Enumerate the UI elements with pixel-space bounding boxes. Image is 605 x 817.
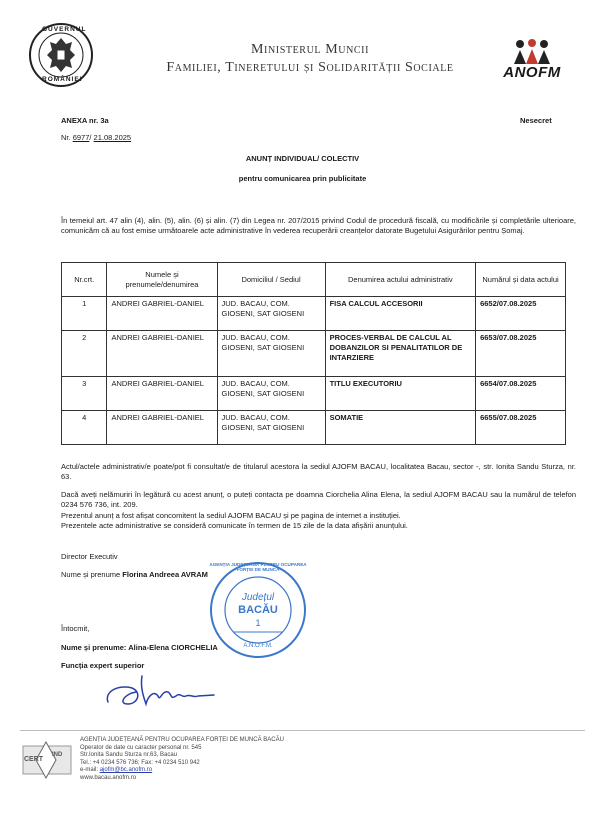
preparer-name: Alina-Elena CIORCHELIA: [128, 643, 218, 652]
cell-act: TITLU EXECUTORIU: [325, 377, 475, 411]
classification: Nesecret: [520, 116, 552, 125]
anofm-logo: [496, 38, 568, 82]
handwritten-signature: [102, 668, 222, 712]
director-name: Florina Andreea AVRAM: [122, 570, 208, 579]
seal-text-bottom: ROMÂNIEI: [42, 76, 83, 83]
th-address: Domiciliul / Sediul: [217, 263, 325, 297]
table-row: [62, 331, 566, 377]
document-subtitle: pentru comunicarea prin publicitate: [238, 174, 367, 183]
ministry-line2: Familiei, Tineretului și Solidarității Sociale: [166, 60, 454, 75]
seal-text-top: GUVERNUL: [42, 26, 87, 33]
deadline-paragraph: Prezentele acte administrative se consideră comunicate în termen de 15 zile de la data afișării anunțului.: [61, 521, 408, 530]
acts-table: [61, 262, 566, 445]
footer-agency: AGENȚIA JUDEȚEANĂ PENTRU OCUPAREA FORȚEI DE MUNCĂ BACĂU: [80, 737, 284, 743]
number-prefix: Nr.: [61, 133, 71, 142]
cert-logo: [22, 740, 72, 780]
footer-email-label: e-mail:: [80, 767, 99, 773]
document-title: ANUNȚ INDIVIDUAL/ COLECTIV: [245, 154, 360, 163]
cell-address: JUD. BACAU, COM. GIOSENI, SAT GIOSENI: [217, 377, 325, 411]
annex-label: ANEXA nr. 3a: [61, 116, 109, 125]
th-number-date: Numărul și data actului: [476, 263, 566, 297]
cell-act: FISA CALCUL ACCESORII: [325, 297, 475, 331]
cell-nr: 3: [62, 377, 107, 411]
posting-paragraph: Prezentul anunț a fost afișat concomitent la sediul AJOFM BACAU și pe pagina de internet a instituției.: [61, 511, 401, 520]
th-nr: Nr.crt.: [62, 263, 107, 297]
cell-name: ANDREI GABRIEL-DANIEL: [107, 411, 217, 445]
cert-logo-text: CERT: [24, 756, 44, 763]
stamp-ring-text: AGENȚIA JUDEȚEANĂ PENTRU OCUPAREA FORȚEI DE MUNCĂ: [209, 562, 307, 572]
preparer-label: Nume și prenume:: [61, 643, 127, 652]
anofm-logo-text: ANOFM: [503, 64, 561, 81]
table-row: [62, 377, 566, 411]
th-name: Numele și prenumele/denumirea: [107, 263, 217, 297]
intro-paragraph: În temeiul art. 47 alin (4), alin. (5), alin. (6) și alin. (7) din Legea nr. 207/2015 privind Codul de procedură fiscală, cu modificările și completările ulterioare, comunicăm că au fost emise următoarele acte administrative în vederea recuperării creanțelor datorate Bugetului Asigurărilor pentru Șomaj.: [61, 216, 576, 235]
footer-divider: [20, 730, 585, 731]
footer-email[interactable]: ajofm@bc.anofm.ro: [99, 767, 153, 773]
cell-act: PROCES-VERBAL DE CALCUL AL DOBANZILOR SI PENALITATILOR DE INTARZIERE: [325, 331, 475, 377]
stamp-bottom: A.N.O.F.M.: [243, 643, 273, 649]
consult-paragraph: Actul/actele administrativ/e poate/pot fi consultat/e de titularul acestora la sediul AJOFM BACAU, localitatea Bacau, sector -, str. Ionita Sandu Sturza, nr. 63.: [61, 462, 576, 481]
stamp-line1: Județul: [241, 592, 275, 603]
cell-nr: 4: [62, 411, 107, 445]
official-stamp: [208, 560, 308, 660]
table-row: [62, 411, 566, 445]
director-name-line: [61, 570, 208, 580]
number-value: 6977: [72, 133, 90, 142]
government-seal: [28, 22, 94, 88]
cell-name: ANDREI GABRIEL-DANIEL: [107, 331, 217, 377]
table-header-row: [62, 263, 566, 297]
stamp-line2: BACĂU: [238, 604, 278, 616]
document-number: Nr. 6977/ 21.08.2025: [61, 133, 132, 142]
director-label: Nume și prenume: [61, 570, 121, 579]
cell-address: JUD. BACAU, COM. GIOSENI, SAT GIOSENI: [217, 411, 325, 445]
contact-paragraph: Dacă aveți nelămuriri în legătură cu acest anunț, o puteți contacta pe doamna Ciorchelia Alina Elena, la sediul AJOFM BACAU sau la numărul de telefon 0234 576 736, int. 209.: [61, 490, 576, 509]
intocmit-label: Întocmit,: [61, 624, 90, 633]
preparer-name-line: [61, 643, 218, 653]
cell-name: ANDREI GABRIEL-DANIEL: [107, 377, 217, 411]
ministry-line1: Ministerul Muncii: [250, 42, 370, 57]
footer-address: Str.Ionita Sandu Sturza nr.63, Bacau: [80, 752, 178, 758]
cell-address: JUD. BACAU, COM. GIOSENI, SAT GIOSENI: [217, 331, 325, 377]
cell-number-date: 6654/07.08.2025: [476, 377, 566, 411]
table-row: [62, 297, 566, 331]
footer-email-line: [80, 767, 420, 775]
cell-number-date: 6652/07.08.2025: [476, 297, 566, 331]
cell-name: ANDREI GABRIEL-DANIEL: [107, 297, 217, 331]
preparer-role: Funcția expert superior: [61, 661, 145, 670]
footer-phone: Tel.: +4 0234 576 736; Fax: +4 0234 510 942: [80, 759, 200, 766]
cell-act: SOMATIE: [325, 411, 475, 445]
stamp-line3: 1: [255, 618, 261, 628]
cell-address: JUD. BACAU, COM. GIOSENI, SAT GIOSENI: [217, 297, 325, 331]
director-role: Director Executiv: [61, 552, 118, 561]
cert-logo-text2: IND: [52, 752, 63, 758]
th-act: Denumirea actului administrativ: [325, 263, 475, 297]
cell-number-date: 6655/07.08.2025: [476, 411, 566, 445]
footer-text: [80, 737, 420, 782]
footer-operator: Operator de date cu caracter personal nr. 545: [80, 744, 202, 751]
footer-website[interactable]: www.bacau.anofm.ro: [80, 774, 137, 781]
cell-number-date: 6653/07.08.2025: [476, 331, 566, 377]
cell-nr: 2: [62, 331, 107, 377]
number-date: 21.08.2025: [93, 133, 132, 142]
cell-nr: 1: [62, 297, 107, 331]
